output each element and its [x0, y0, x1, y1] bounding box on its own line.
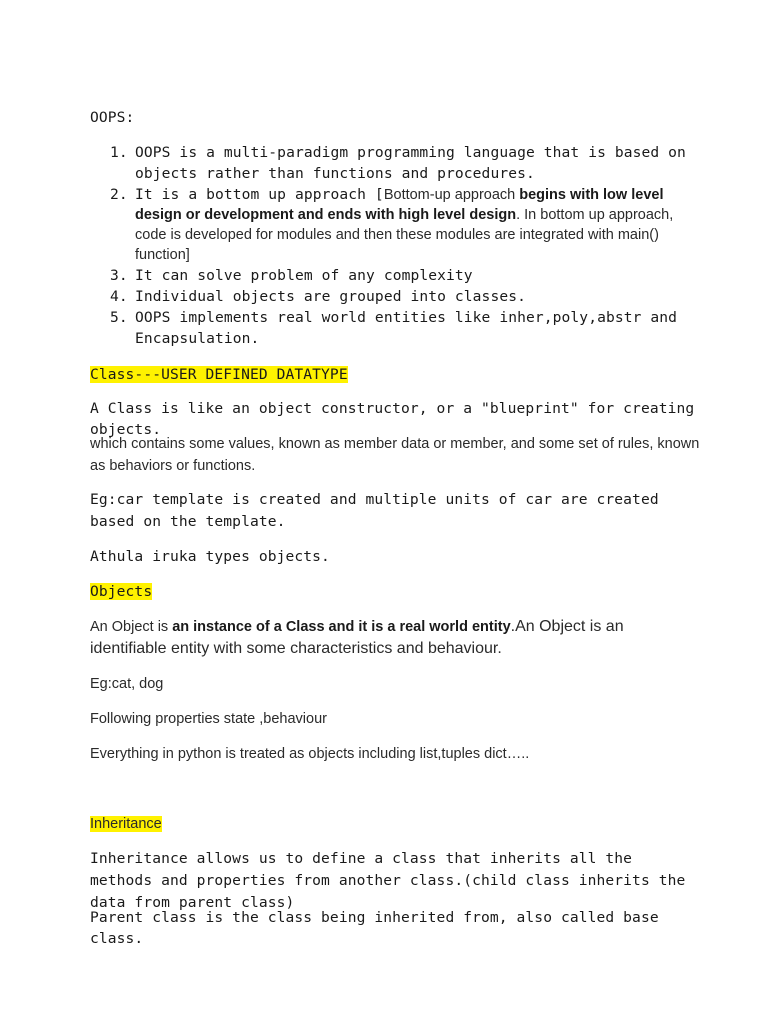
list-number: 3. — [110, 267, 128, 284]
oops-list — [90, 142, 700, 349]
objects-heading — [90, 581, 700, 602]
list-item-text: . In bottom up approach, code is developed for modules and then these modules are integrated with main() function] — [135, 207, 674, 263]
inheritance-heading-text: Inheritance — [90, 816, 162, 832]
objects-text: An Object is — [90, 619, 173, 635]
page-heading: OOPS: — [90, 109, 135, 126]
list-number: 2. — [110, 186, 128, 203]
list-item-prefix: It is a bottom up approach [ — [135, 186, 384, 203]
list-item-text: OOPS is a multi-paradigm programming language that is based on objects rather than functions and procedures. — [135, 144, 686, 182]
list-item — [90, 307, 700, 349]
list-item-text: OOPS implements real world entities like inher,poly,abstr and Encapsulation. — [135, 309, 678, 347]
objects-heading-text: Objects — [90, 583, 153, 600]
class-heading — [90, 364, 700, 385]
list-number: 1. — [110, 144, 128, 161]
inheritance-paragraph-2: Parent class is the class being inherited from, also called base class. — [90, 909, 659, 947]
list-item-bold-text: begins with low level design or development and ends with high level design — [135, 187, 664, 223]
list-item-text: It can solve problem of any complexity — [135, 267, 473, 284]
class-paragraph-2: which contains some values, known as member data or member, and some set of rules, known as behaviors or functions. — [90, 436, 700, 474]
list-item-text: Bottom-up approach — [383, 187, 520, 203]
objects-paragraph-1 — [90, 616, 700, 660]
class-heading-text: Class---USER DEFINED DATATYPE — [90, 366, 348, 383]
objects-paragraph-3: Following properties state ,behaviour — [90, 711, 327, 727]
list-item — [90, 184, 700, 265]
class-paragraph-1: A Class is like an object constructor, or a "blueprint" for creating objects. — [90, 400, 695, 438]
objects-bold-text: an instance of a Class and it is a real world entity — [172, 619, 511, 635]
list-number: 5. — [110, 309, 128, 326]
objects-text: .An Object is an identifiable entity with some characteristics and behaviour. — [90, 618, 624, 657]
class-paragraph-3: Eg:car template is created and multiple units of car are created based on the template. — [90, 491, 659, 530]
class-paragraph-4: Athula iruka types objects. — [90, 548, 330, 565]
objects-paragraph-4: Everything in python is treated as objects including list,tuples dict….. — [90, 746, 530, 762]
list-item — [90, 286, 700, 307]
inheritance-heading — [90, 814, 700, 834]
objects-paragraph-2: Eg:cat, dog — [90, 676, 164, 692]
list-number: 4. — [110, 288, 128, 305]
list-item-text: Individual objects are grouped into classes. — [135, 288, 526, 305]
list-item — [90, 265, 700, 286]
inheritance-paragraph-1: Inheritance allows us to define a class that inherits all the methods and properties from another class.(child class inherits the data from parent class) — [90, 850, 686, 911]
list-item — [90, 142, 700, 184]
